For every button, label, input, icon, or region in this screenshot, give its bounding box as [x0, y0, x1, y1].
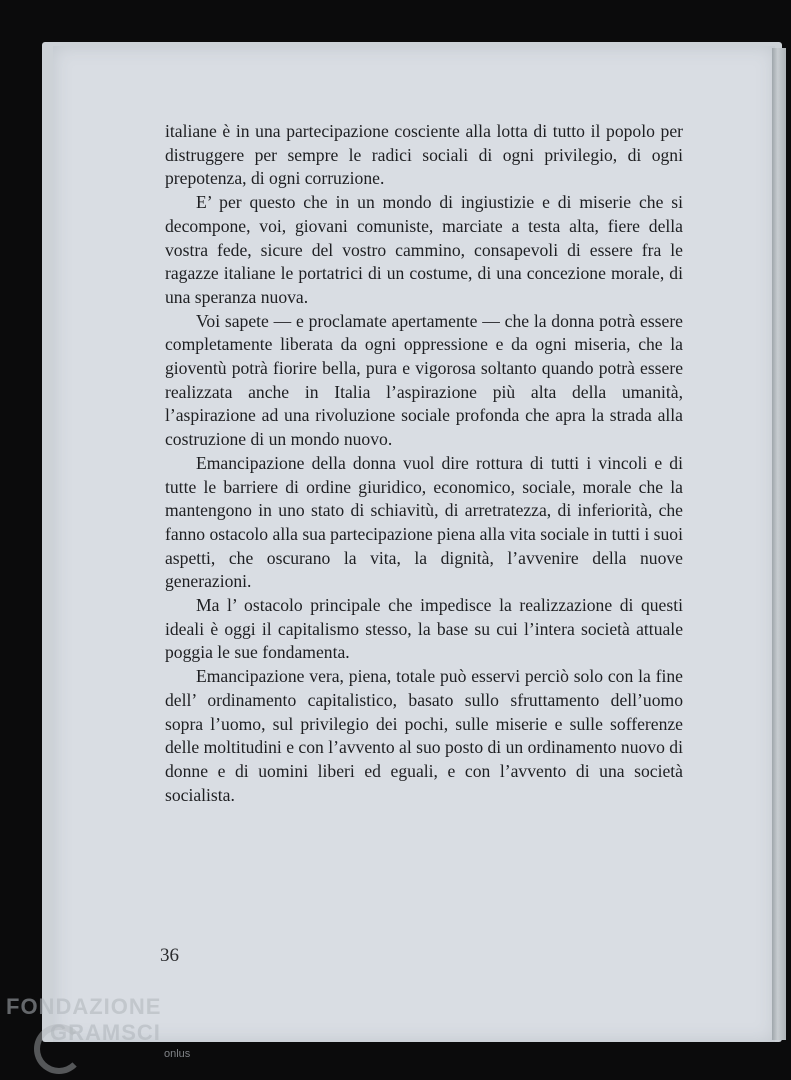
watermark-line1: FONDAZIONE	[6, 994, 162, 1019]
paragraph-4: Emancipazione della donna vuol dire rottura di tutti i vincoli e di tutte le barriere di ordine giuridico, economico, sociale, morale che la mantengono in uno stato di schiavitù, di arretratezza, di inferiorità, che fanno ostacolo alla sua partecipazione piena alla vita sociale in tutti i suoi aspetti, che oscurano la vita, la dignità, l’avvenire della nuove generazioni.	[165, 452, 683, 592]
page-number: 36	[160, 945, 179, 966]
body-text	[165, 120, 683, 807]
paragraph-6: Emancipazione vera, piena, totale può esservi perciò solo con la fine dell’ ordinamento capitalistico, basato sullo sfruttamento dell’uomo sopra l’uomo, sul privilegio dei pochi, sulle miserie e sulle sofferenze delle moltitudini e con l’avvento al suo posto di un ordinamento nuovo di donne e di uomini liberi ed eguali, e con l’avvento di una società socialista.	[165, 666, 683, 805]
watermark-logo	[6, 994, 206, 1074]
paragraph-3: Voi sapete — e proclamate apertamente — che la donna potrà essere completamente liberata da ogni oppressione e da ogni miseria, che la gioventù potrà fiorire bella, pura e vigorosa soltanto quando potrà essere realizzata anche in Italia l’aspirazione più alta della umanità, l’aspirazione ad una rivoluzione sociale profonda che apra la strada alla costruzione di un mondo nuovo.	[165, 310, 683, 450]
watermark-line2: GRAMSCI	[50, 1020, 161, 1045]
paragraph-5: Ma l’ ostacolo principale che impedisce la realizzazione di questi ideali è oggi il capitalismo stesso, la base su cui l’intera società attuale poggia le sue fondamenta.	[165, 595, 683, 663]
watermark-sub: onlus	[164, 1048, 191, 1060]
page-right-edge	[772, 48, 786, 1040]
paragraph-2: E’ per questo che in un mondo di ingiustizie e di miserie che si decompone, voi, giovani comuniste, marciate a testa alta, fiere della vostra fede, sicure del vostro cammino, consapevoli di essere fra le ragazze italiane le portatrici di un costume, di una concezione morale, di una speranza nuova.	[165, 192, 683, 307]
paragraph-1: italiane è in una partecipazione cosciente alla lotta di tutto il popolo per distruggere per sempre le radici sociali di ogni privilegio, di ogni prepotenza, di ogni corruzione.	[165, 121, 683, 189]
